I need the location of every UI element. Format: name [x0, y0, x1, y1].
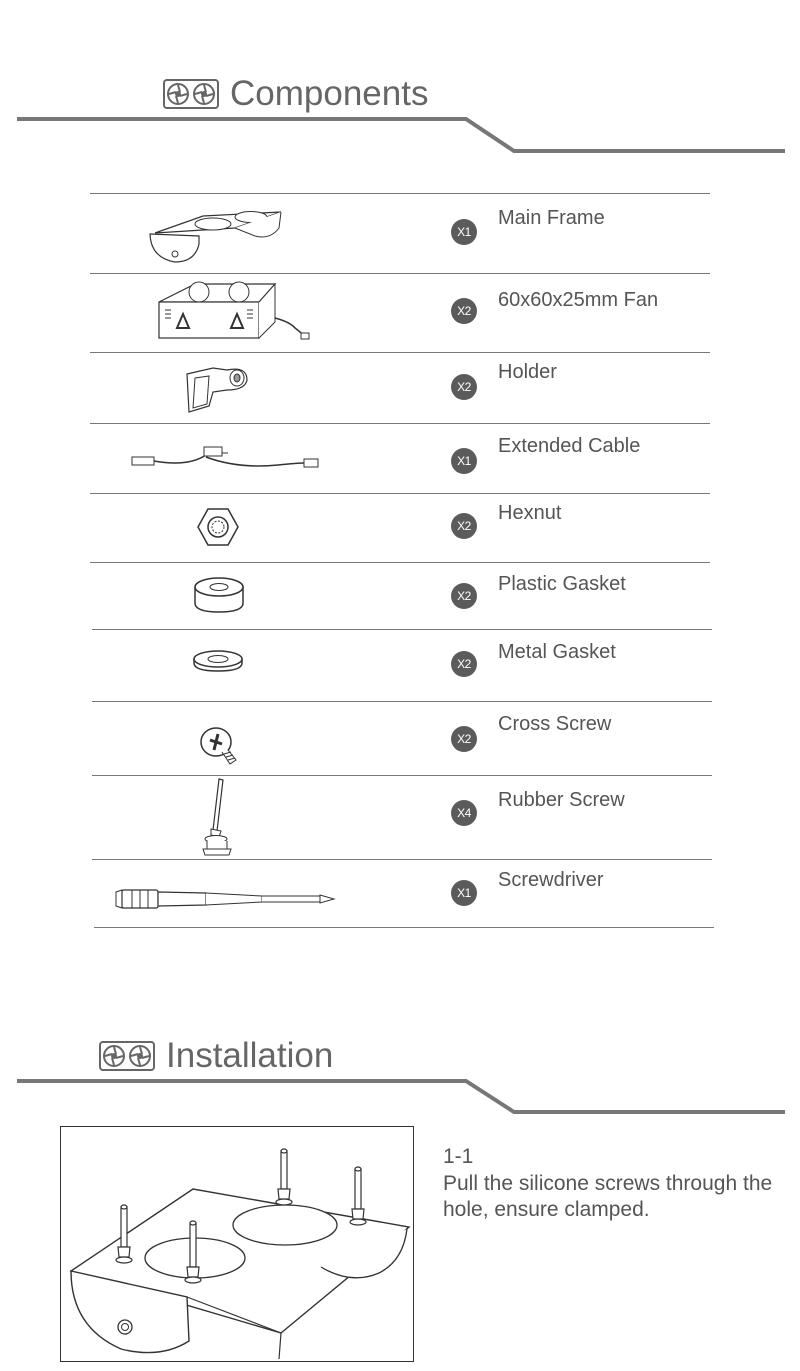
table-bottom-line	[94, 927, 714, 928]
qty-badge: X4	[451, 800, 477, 826]
dual-fan-icon	[163, 79, 219, 109]
row-divider	[92, 629, 712, 630]
row-divider	[92, 859, 712, 860]
holder-illustration	[183, 360, 253, 416]
cross-screw-illustration	[196, 722, 240, 768]
item-name-holder: Holder	[498, 361, 557, 383]
item-name-screwdriver: Screwdriver	[498, 869, 604, 891]
dual-fan-icon	[99, 1041, 155, 1071]
row-divider	[90, 423, 710, 424]
row-divider	[90, 352, 710, 353]
rubber-screw-illustration	[199, 777, 235, 857]
item-name-hexnut: Hexnut	[498, 502, 562, 524]
qty-badge: X1	[451, 219, 477, 245]
qty-badge: X2	[451, 651, 477, 677]
components-header-divider	[0, 110, 800, 160]
main-frame-illustration	[145, 200, 285, 266]
row-divider	[92, 775, 712, 776]
item-name-fan: 60x60x25mm Fan	[498, 289, 659, 311]
row-divider	[92, 701, 712, 702]
step-number: 1-1	[443, 1145, 474, 1168]
row-divider	[90, 562, 710, 563]
item-name-plastic-gasket: Plastic Gasket	[498, 573, 626, 595]
plastic-gasket-illustration	[192, 575, 246, 615]
qty-badge: X2	[451, 583, 477, 609]
item-name-extended-cable: Extended Cable	[498, 435, 641, 457]
qty-badge: X1	[451, 880, 477, 906]
hexnut-illustration	[196, 505, 240, 549]
step-instruction: Pull the silicone screws through the hole, ensure clamped.	[443, 1172, 773, 1221]
item-name-cross-screw: Cross Screw	[498, 713, 612, 735]
cable-illustration	[128, 443, 324, 473]
row-divider	[90, 493, 710, 494]
qty-badge: X1	[451, 448, 477, 474]
item-name-rubber-screw: Rubber Screw	[498, 789, 625, 811]
item-name-metal-gasket: Metal Gasket	[498, 641, 616, 663]
fan-illustration	[155, 278, 313, 344]
qty-badge: X2	[451, 726, 477, 752]
installation-title: Installation	[166, 1036, 334, 1075]
item-name-main-frame: Main Frame	[498, 207, 605, 229]
qty-badge: X2	[451, 298, 477, 324]
frame-with-rubber-screws-illustration	[61, 1127, 413, 1361]
qty-badge: X2	[451, 374, 477, 400]
screwdriver-illustration	[112, 884, 340, 914]
installation-header-divider	[0, 1072, 800, 1122]
step-illustration-frame	[60, 1126, 414, 1362]
metal-gasket-illustration	[191, 648, 245, 674]
row-divider	[90, 273, 710, 274]
table-top-line	[90, 193, 710, 194]
components-title: Components	[230, 74, 429, 113]
qty-badge: X2	[451, 513, 477, 539]
